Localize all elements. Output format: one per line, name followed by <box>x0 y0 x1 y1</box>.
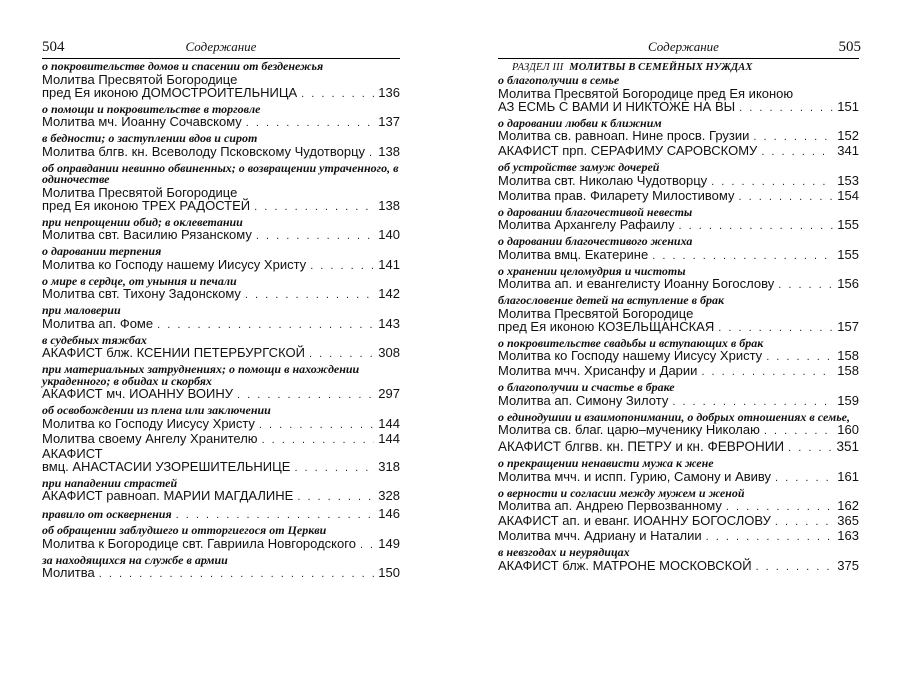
leader-dots <box>739 191 834 204</box>
leader-dots <box>310 260 374 273</box>
toc-entry <box>42 145 400 160</box>
entry-title: АКАФИСТ равноап. МАРИИ МАГДАЛИНЕ <box>42 488 294 503</box>
toc-group <box>498 236 859 263</box>
group-heading: о покровительстве домов и спасении от безденежья <box>42 59 324 73</box>
entry-title: Молитва мчч. Адриану и Наталии <box>498 528 702 543</box>
page-ref: 328 <box>378 488 400 503</box>
entry-title: Молитва Пресвятой Богородице пред Ея иконою <box>498 85 794 101</box>
toc-group <box>42 61 400 101</box>
leader-dots <box>262 434 375 447</box>
leader-dots <box>788 441 832 455</box>
page-ref: 308 <box>378 345 400 360</box>
page-ref: 162 <box>837 498 859 513</box>
toc-entry <box>498 87 859 100</box>
toc-entry <box>498 174 859 189</box>
leader-dots <box>237 389 374 402</box>
entry-title: АКАФИСТ прп. СЕРАФИМУ САРОВСКОМУ <box>498 143 758 158</box>
toc-entry <box>498 394 859 409</box>
leader-dots <box>778 279 833 292</box>
entry-title: Молитва своему Ангелу Хранителю <box>42 430 258 446</box>
entry-title: АКАФИСТ <box>42 445 103 461</box>
group-heading: при материальных затруднениях; о помощи в нахождении украденного; в обидах и скорбях <box>42 362 360 388</box>
page-ref: 138 <box>378 143 400 159</box>
group-heading: о единодушии и взаимопонимании, о добрых отношениях в семье, <box>498 409 851 424</box>
group-heading: о покровительстве свадьбы и вступающих в брак <box>498 335 764 350</box>
group-heading: при маловерии <box>42 303 121 317</box>
toc-group <box>498 263 859 293</box>
entry-title: Молитва ап. Симону Зилоту <box>498 392 669 408</box>
toc-entry <box>42 228 400 243</box>
toc-entry <box>42 417 400 432</box>
entry-title: Молитва Пресвятой Богородице <box>498 305 694 321</box>
leader-dots <box>294 462 374 475</box>
entry-title: Молитва св. равноап. Нине просв. Грузии <box>498 128 750 143</box>
page-ref: 155 <box>837 217 859 232</box>
toc-entry <box>498 129 859 144</box>
group-heading: правило от осквернения <box>42 507 172 521</box>
group-heading: при непрощении обид; в оклеветании <box>42 214 243 229</box>
entry-title: Молитва вмц. Екатерине <box>498 246 649 262</box>
leader-dots <box>718 322 833 335</box>
toc-entry <box>498 218 859 233</box>
toc-entry <box>498 499 859 514</box>
toc-entry <box>498 100 859 115</box>
group-heading: о благополучии и счастье в браке <box>498 380 675 394</box>
toc-entry <box>498 320 859 335</box>
leader-dots <box>672 396 833 409</box>
entry-title: пред Ея иконою КОЗЕЛЬЩАНСКАЯ <box>498 318 715 334</box>
entry-title: АКАФИСТ блж. МАТРОНЕ МОСКОВСКОЙ <box>498 557 752 573</box>
leader-dots <box>753 131 833 144</box>
leader-dots <box>679 220 834 233</box>
entry-title: пред Ея иконою ТРЕХ РАДОСТЕЙ <box>42 197 251 213</box>
group-heading: при нападении страстей <box>42 475 178 490</box>
leader-dots <box>761 146 833 159</box>
page-ref: 138 <box>378 197 400 213</box>
leader-dots <box>157 319 374 332</box>
toc-entry <box>498 248 859 263</box>
page-ref: 161 <box>837 468 859 484</box>
group-heading: об устройстве замуж дочерей <box>498 160 660 174</box>
group-heading: о даровании благочестивой невесты <box>498 204 693 219</box>
right-page <box>498 0 859 692</box>
toc-entries <box>498 75 859 574</box>
leader-dots <box>701 366 833 379</box>
section-title <box>498 62 859 73</box>
toc-group <box>498 409 859 456</box>
toc-group <box>42 332 400 362</box>
toc-entry <box>42 346 400 361</box>
toc-group <box>42 475 400 505</box>
entry-title: Молитва ко Господу нашему Иисусу Христу <box>42 256 307 272</box>
toc-entry <box>498 364 859 379</box>
leader-dots <box>246 117 375 130</box>
entry-title: Молитва ап. Андрею Первозванному <box>498 498 722 513</box>
entry-title: Молитва мч. Иоанну Сочавскому <box>42 114 242 129</box>
page-number: 504 <box>42 39 65 55</box>
toc-entry <box>498 529 859 544</box>
toc-group <box>498 458 859 485</box>
left-page <box>42 0 400 692</box>
group-heading: о даровании любви к ближним <box>498 115 662 130</box>
entry-title: АКАФИСТ мч. ИОАННУ ВОИНУ <box>42 386 233 401</box>
leader-dots <box>652 250 833 263</box>
page-ref: 375 <box>837 557 859 573</box>
entry-title: вмц. АНАСТАСИИ УЗОРЕШИТЕЛЬНИЦЕ <box>42 458 291 474</box>
entry-title: Молитва мчч. Хрисанфу и Дарии <box>498 363 698 378</box>
toc-group <box>42 405 400 475</box>
entry-title: Молитва Пресвятой Богородице <box>42 71 238 87</box>
toc-entry <box>42 86 400 101</box>
toc-group <box>42 364 400 402</box>
group-heading: за находящихся на службе в армии <box>42 552 228 567</box>
toc-group <box>42 525 400 552</box>
entry-title: пред Ея иконою ДОМОСТРОИТЕЛЬНИЦА <box>42 84 298 100</box>
toc-group <box>498 204 859 234</box>
toc-group <box>498 485 859 545</box>
toc-group <box>498 547 859 574</box>
group-heading: об обращении заблудшего и отторгиегося от Церкви <box>42 523 327 537</box>
group-heading: о хранении целомудрия и чистоты <box>498 263 686 278</box>
toc-entry <box>498 440 859 455</box>
running-title: Содержание <box>185 39 257 54</box>
entry-title: Молитва ко Господу Иисусу Христу <box>42 415 255 431</box>
group-heading: в бедности; о заступлении вдов и сирот <box>42 131 258 145</box>
page-ref: 144 <box>378 430 400 446</box>
page-ref: 152 <box>837 128 859 143</box>
running-title: Содержание <box>648 39 719 54</box>
page-header <box>42 34 400 59</box>
entry-title: АКАФИСТ ап. и еванг. ИОАННУ БОГОСЛОВУ <box>498 513 771 528</box>
entry-title: Молитва ко Господу нашему Иисусу Христу <box>498 348 763 363</box>
group-heading: о даровании терпения <box>42 244 162 258</box>
leader-dots <box>309 348 374 361</box>
entry-title: Молитва <box>42 565 95 580</box>
group-heading: о верности и согласии между мужем и женой <box>498 485 745 500</box>
group-heading: о помощи и покровительстве в торговле <box>42 101 261 116</box>
leader-dots <box>775 516 833 529</box>
toc-group <box>42 246 400 273</box>
leader-dots <box>706 531 834 544</box>
toc-group <box>498 162 859 204</box>
page-ref: 155 <box>837 246 859 262</box>
group-heading: о благополучии в семье <box>498 73 620 87</box>
entry-title: Молитва ап. и евангелисту Иоанну Богослову <box>498 276 775 291</box>
leader-dots <box>99 568 375 581</box>
toc-entry <box>42 186 400 199</box>
group-heading: в невзгодах и неурядицах <box>498 545 630 559</box>
toc-group <box>42 101 400 131</box>
page-ref: 144 <box>378 415 400 431</box>
entry-title: Молитва свт. Николаю Чудотворцу <box>498 172 708 188</box>
toc-group <box>498 75 859 115</box>
section-label: РАЗДЕЛ III <box>512 62 564 73</box>
leader-dots <box>739 102 833 115</box>
toc-entry <box>498 514 859 529</box>
toc-entry <box>42 447 400 460</box>
toc-entry <box>42 317 400 332</box>
group-heading: благословение детей на вступление в брак <box>498 293 725 307</box>
toc-group <box>42 507 400 522</box>
page-ref: 160 <box>837 422 859 437</box>
toc-group <box>42 305 400 332</box>
entry-title: Молитва Пресвятой Богородице <box>42 184 238 200</box>
entry-title: АКАФИСТ блж. КСЕНИИ ПЕТЕРБУРГСКОЙ <box>42 345 305 360</box>
leader-dots <box>301 88 374 101</box>
leader-dots <box>297 491 374 504</box>
page-number: 505 <box>838 39 861 55</box>
leader-dots <box>256 230 374 243</box>
page-ref: 154 <box>837 187 859 203</box>
entry-title: Молитва свт. Тихону Задонскому <box>42 286 241 301</box>
leader-dots <box>369 147 374 160</box>
toc-entry <box>498 144 859 159</box>
toc-entry <box>498 470 859 485</box>
toc-group <box>42 160 400 214</box>
page-ref: 297 <box>378 386 400 401</box>
entry-title: Молитва мчч. и испп. Гурию, Самону и Авиву <box>498 468 772 484</box>
page-ref: 149 <box>378 535 400 551</box>
page-ref: 150 <box>378 565 400 580</box>
page-ref: 136 <box>378 84 400 100</box>
toc-entry <box>42 566 400 581</box>
toc-entry <box>498 423 859 438</box>
page-ref: 318 <box>378 458 400 474</box>
toc-entry <box>42 537 400 552</box>
leader-dots <box>254 201 374 214</box>
entry-title: Молитва свт. Василию Рязанскому <box>42 227 252 242</box>
group-heading: о даровании благочестивого жениха <box>498 234 693 248</box>
toc-entries <box>42 61 400 581</box>
page-ref: 159 <box>837 392 859 408</box>
toc-entry <box>42 432 400 447</box>
entry-title: Молитва Архангелу Рафаилу <box>498 217 675 232</box>
page-ref: 153 <box>837 172 859 188</box>
page-ref: 157 <box>837 318 859 334</box>
toc-group <box>498 335 859 380</box>
page-ref: 151 <box>837 98 859 114</box>
page-ref: 156 <box>837 276 859 291</box>
page-ref: 140 <box>378 227 400 242</box>
leader-dots <box>360 539 374 552</box>
toc-entry <box>42 258 400 273</box>
page-ref: 365 <box>837 513 859 528</box>
toc-group <box>498 115 859 160</box>
page-ref: 142 <box>378 286 400 301</box>
toc-entry <box>498 349 859 364</box>
leader-dots <box>756 561 834 574</box>
page-ref: 163 <box>837 528 859 543</box>
entry-title: Молитва к Богородице свт. Гавриила Новгородского <box>42 535 356 551</box>
group-heading: в судебных тяжбах <box>42 332 147 347</box>
group-heading: об освобождении из плена или заключении <box>42 403 271 417</box>
toc-entry <box>498 307 859 320</box>
toc-group <box>498 295 859 335</box>
page-ref: 341 <box>837 143 859 158</box>
toc-entry <box>42 460 400 475</box>
entry-title: Молитва блгв. кн. Всеволоду Псковскому Чудотворцу <box>42 143 366 159</box>
entry-title: Молитва ап. Фоме <box>42 315 154 331</box>
leader-dots <box>711 176 833 189</box>
group-heading: о мире в сердце, от уныния и печали <box>42 273 237 288</box>
entry-title: АКАФИСТ блгвв. кн. ПЕТРУ и кн. ФЕВРОНИИ <box>498 439 785 454</box>
page-ref: 158 <box>837 348 859 363</box>
toc-entry <box>42 489 400 504</box>
entry-title: АЗ ЕСМЬ С ВАМИ И НИКТОЖЕ НА ВЫ <box>498 98 736 114</box>
page-ref: 146 <box>378 506 400 521</box>
toc-group <box>42 214 400 244</box>
toc-group <box>498 382 859 409</box>
page-ref: 143 <box>378 315 400 331</box>
page-ref: 351 <box>836 439 859 454</box>
toc-entry <box>498 189 859 204</box>
toc-group <box>42 133 400 160</box>
page-ref: 158 <box>837 363 859 378</box>
section-heading: МОЛИТВЫ В СЕМЕЙНЫХ НУЖДАХ <box>569 62 753 73</box>
toc-entry <box>42 115 400 130</box>
toc-heading-row <box>42 507 400 522</box>
toc-group <box>42 273 400 303</box>
toc-entry <box>42 199 400 214</box>
leader-dots <box>775 472 833 485</box>
group-heading: о прекращении ненависти мужа к жене <box>498 456 714 470</box>
toc-entry <box>498 559 859 574</box>
page-ref: 141 <box>378 256 400 272</box>
toc-entry <box>42 287 400 302</box>
leader-dots <box>176 509 375 522</box>
entry-title: Молитва прав. Филарету Милостивому <box>498 187 735 203</box>
leader-dots <box>764 425 833 438</box>
page-header <box>498 34 859 59</box>
leader-dots <box>259 419 374 432</box>
toc-entry <box>498 277 859 292</box>
page-ref: 137 <box>378 114 400 129</box>
toc-group <box>42 552 400 582</box>
group-heading: об оправдании невинно обвиненных; о возвращении утраченного, в одиночестве <box>42 160 399 186</box>
toc-entry <box>42 73 400 86</box>
leader-dots <box>245 289 374 302</box>
leader-dots <box>766 351 833 364</box>
toc-entry <box>42 387 400 402</box>
entry-title: Молитва св. благ. царю–мученику Николаю <box>498 422 760 437</box>
